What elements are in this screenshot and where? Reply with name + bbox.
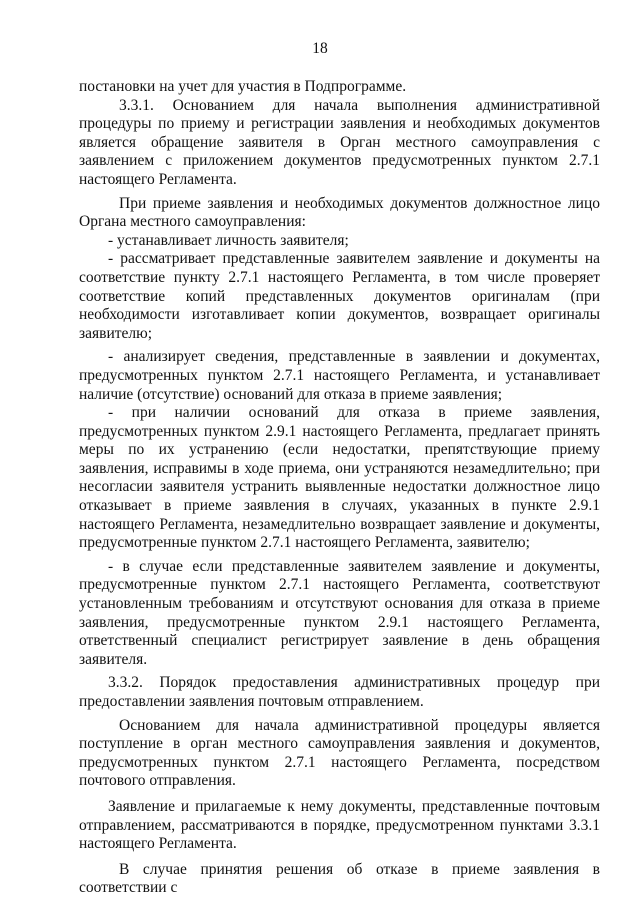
page-number: 18 bbox=[312, 40, 328, 57]
list-item-review-documents: - рассматривает представленные заявителем заявление и документы на соответствие пункту 2.7.1 настоящего Регламента, в том числе проверяет соответствие копий представленных документов оригиналам (при необходимости изготавливает копии документов, возвращает оригиналы заявителю; bbox=[79, 250, 600, 342]
list-item-analyze-info: - анализирует сведения, представленные в заявлении и документах, предусмотренных пунктом 2.7.1 настоящего Регламента, и устанавливает наличие (отсутствие) оснований для отказа в приеме заявления; bbox=[79, 348, 600, 403]
paragraph-reception-intro: При приеме заявления и необходимых документов должностное лицо Органа местного самоуправления: bbox=[79, 194, 600, 231]
paragraph-refusal-case: В случае принятия решения об отказе в приеме заявления в соответствии с bbox=[79, 860, 600, 897]
document-body bbox=[79, 78, 600, 898]
paragraph-continuation: постановки на учет для участия в Подпрограмме. bbox=[79, 78, 407, 95]
paragraph-postal-basis: Основанием для начала административной процедуры является поступление в орган местного самоуправления заявления и документов, предусмотренных пунктом 2.7.1 настоящего Регламента, посредством почтового отправления. bbox=[79, 716, 600, 790]
paragraph-3-3-1: 3.3.1. Основанием для начала выполнения административной процедуры по приему и регистрации заявления и необходимых документов является обращение заявителя в Орган местного самоуправления с заявлением с приложением документов предусмотренных пунктом 2.7.1 настоящего Регламента. bbox=[79, 96, 600, 188]
list-item-registration: - в случае если представленные заявителем заявление и документы, предусмотренные пунктом 2.7.1 настоящего Регламента, соответствуют установленным требованиям и отсутствуют основания для отказа в приеме заявления, предусмотренные пунктом 2.9.1 настоящего Регламента, ответственный специалист регистрирует заявление в день обращения заявителя. bbox=[79, 557, 600, 668]
list-item-identity: - устанавливает личность заявителя; bbox=[108, 231, 349, 249]
list-item-refusal-grounds: - при наличии оснований для отказа в приеме заявления, предусмотренных пунктом 2.9.1 настоящего Регламента, предлагает принять меры по их устранению (если недостатки, препятствующие приему заявления, исправимы в ходе приема, они устраняются незамедлительно; при несогласии заявителя устранить выявленные недостатки должностное лицо отказывает в приеме заявления в случаях, указанных в пункте 2.9.1 настоящего Регламента, незамедлительно возвращает заявление и документы, предусмотренные пунктом 2.7.1 настоящего Регламента, заявителю; bbox=[79, 404, 600, 552]
paragraph-3-3-2: 3.3.2. Порядок предоставления административных процедур при предоставлении заявления почтовым отправлением. bbox=[79, 674, 600, 710]
paragraph-postal-review: Заявление и прилагаемые к нему документы, представленные почтовым отправлением, рассматриваются в порядке, предусмотренном пунктами 3.3.1 настоящего Регламента. bbox=[79, 797, 600, 853]
